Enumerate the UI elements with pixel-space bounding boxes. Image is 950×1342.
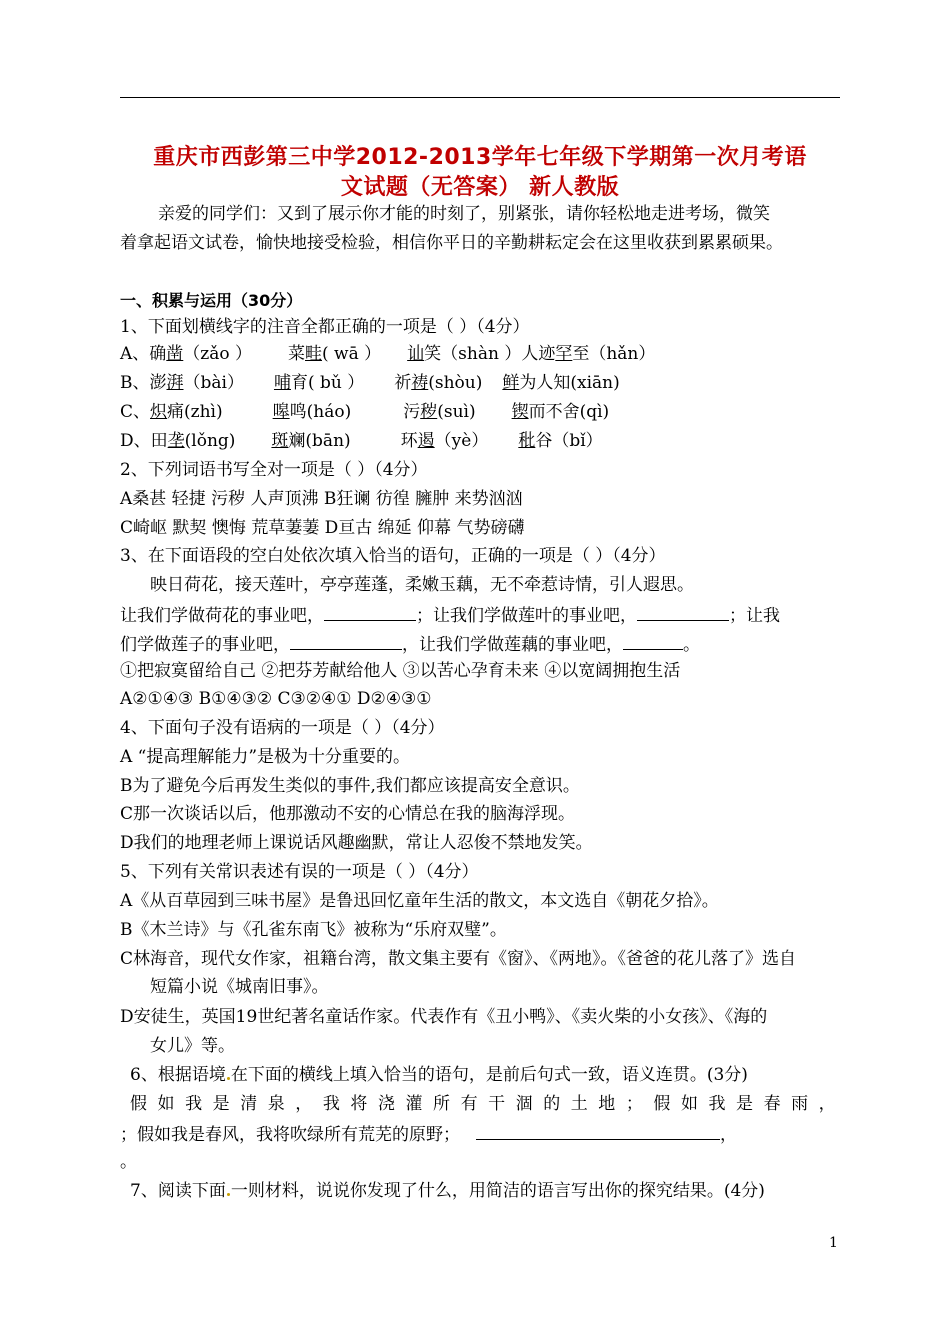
char: ； [625,1094,643,1114]
char: 清 [240,1094,258,1114]
text: （bài） [183,373,244,393]
char: 干 [488,1094,506,1114]
char: ， [818,1094,836,1114]
underlined-char: 遏 [417,431,435,451]
q3-options: ①把寂寞留给自己 ②把芬芳献给他人 ③以苦心孕育未来 ④以宽阔拥抱生活 [120,661,681,681]
q3-stem: 3、在下面语段的空白处依次填入恰当的语句，正确的一项是（ ）（4分） [120,546,666,566]
text: （zǎo ） [183,344,253,364]
q6-line-1 [130,1093,836,1115]
page-title: 重庆市西彭第三中学2012-2013学年七年级下学期第一次月考语 [153,145,807,170]
text: 至（hǎn） [572,344,656,364]
text: 环 [400,431,418,451]
char: 如 [157,1094,175,1114]
q3-answers: A②①④③ B①④③② C③②④① D②④③① [120,689,432,709]
text: 鸣(háo) [289,402,352,422]
q4-option-d: D我们的地理老师上课说话风趣幽默，常让人忍俊不禁地发笑。 [120,833,593,853]
char: ， [295,1094,313,1114]
text: (shòu) [428,373,483,393]
text: 们学做莲子的事业吧， [120,635,290,655]
char: 我 [708,1094,726,1114]
text: 而不舍(qì) [528,402,610,422]
underlined-char: 嗥 [272,402,290,422]
char: 我 [185,1094,203,1114]
char: 是 [736,1094,754,1114]
text: 祈 [394,373,412,393]
underlined-char: 哺 [273,373,291,393]
q1-option-b [120,372,620,394]
q3-passage-3 [120,632,700,656]
text: ；让我们学做莲叶的事业吧， [416,606,637,626]
q5-option-a: A《从百草园到三味书屋》是鲁迅回忆童年生活的散文，本文选自《朝花夕拾》。 [120,891,719,911]
answer-blank[interactable] [637,603,729,621]
page-title-continued: 文试题（无答案） 新人教版 [340,175,620,200]
q1-option-a [120,343,655,365]
q5-option-d: D安徒生，英国19世纪著名童话作家。代表作有《丑小鸭》、《卖火柴的小女孩》、《海的 [120,1007,768,1027]
q4-option-a: A “提高理解能力”是极为十分重要的。 [120,747,411,767]
text: 让我们学做荷花的事业吧， [120,606,324,626]
char: 春 [763,1094,781,1114]
underlined-char: 祷 [411,373,429,393]
q4-option-c: C那一次谈话以后，他那激动不安的心情总在我的脑海浮现。 [120,804,576,824]
text: ；让我 [729,606,780,626]
text: B、澎 [120,373,167,393]
text: 一则材料，说说你发现了什么，用简洁的语言写出你的探究结果。(4分) [230,1181,765,1201]
char: 土 [570,1094,588,1114]
underlined-char: 讪 [407,344,425,364]
q2-stem: 2、下列词语书写全对一项是（ ）（4分） [120,460,428,480]
q6-line-2 [120,1122,737,1146]
q6-line-3: 。 [120,1152,137,1172]
q5-option-d-continued: 女儿》等。 [150,1036,235,1056]
mark-dot [227,1193,230,1196]
underlined-char: 凿 [166,344,184,364]
q1-stem: 1、下面划横线字的注音全都正确的一项是（ ）（4分） [120,317,530,337]
answer-blank[interactable] [324,603,416,621]
text: A、确 [120,344,167,364]
q6-stem [130,1064,748,1086]
q5-option-c-continued: 短篇小说《城南旧事》。 [150,977,329,997]
q7-stem [130,1180,765,1202]
char: 地 [598,1094,616,1114]
q3-passage-2 [120,603,780,627]
text: 谷（bǐ） [535,431,603,451]
answer-blank[interactable] [476,1122,720,1140]
underlined-char: 罕 [555,344,573,364]
text: 为人知(xiān) [519,373,620,393]
text: ；假如我是春风，我将吹绿所有荒芜的原野； [120,1125,460,1145]
underlined-char: 秕 [518,431,536,451]
answer-blank[interactable] [290,632,402,650]
intro-line-2: 着拿起语文试卷，愉快地接受检验，相信你平日的辛勤耕耘定会在这里收获到累累硕果。 [120,233,783,253]
char: 浇 [377,1094,395,1114]
q5-option-b: B《木兰诗》与《孔雀东南飞》被称为“乐府双璧”。 [120,920,507,940]
mark-dot [227,1077,230,1080]
intro-line-1: 亲爱的同学们：又到了展示你才能的时刻了，别紧张，请你轻松地走进考场，微笑 [158,204,770,224]
text: 污 [403,402,421,422]
text: (lǒng) [184,431,236,451]
section-heading: 一、积累与运用（30分） [120,291,303,310]
q2-options-cd: C崎岖 默契 懊悔 荒草萋萋 D亘古 绵延 仰幕 气势磅礴 [120,518,525,538]
q5-stem: 5、下列有关常识表述有误的一项是（ ）（4分） [120,862,479,882]
text: ，让我们学做莲藕的事业吧， [402,635,623,655]
char: 有 [460,1094,478,1114]
text: (suì) [437,402,476,422]
answer-blank[interactable] [623,632,683,650]
underlined-char: 秽 [420,402,438,422]
text: 笑（shàn ）人迹 [424,344,556,364]
q1-option-c [120,401,609,423]
text: ， [720,1125,737,1145]
underlined-char: 斑 [271,431,289,451]
text: 6、根据语境 [130,1065,226,1085]
char: 涸 [515,1094,533,1114]
q3-passage-1: 映日荷花，接天莲叶，亭亭莲蓬，柔嫩玉藕，无不牵惹诗情，引人遐思。 [150,575,694,595]
char: 将 [350,1094,368,1114]
char: 雨 [791,1094,809,1114]
char: 所 [433,1094,451,1114]
text: C、 [120,402,151,422]
text: 斓(bān) [288,431,351,451]
char: 假 [653,1094,671,1114]
text: D、田 [120,431,168,451]
text: 在下面的横线上填入恰当的语句，是前后句式一致，语义连贯。(3分) [230,1065,748,1085]
text: ( wā ） [322,344,382,364]
underlined-char: 锲 [511,402,529,422]
underlined-char: 垄 [167,431,185,451]
q2-options-ab: A桑甚 轻捷 污秽 人声顶沸 B狂谰 彷徨 臃肿 来势汹汹 [120,489,523,509]
underlined-char: 炽 [150,402,168,422]
text: 育( bǔ ） [290,373,365,393]
text: 痛(zhì) [167,402,223,422]
underlined-char: 鲜 [502,373,520,393]
header-rule [120,97,840,98]
char: 是 [212,1094,230,1114]
q4-option-b: B为了避免今后再发生类似的事件,我们都应该提高安全意识。 [120,776,580,796]
char: 假 [130,1094,147,1114]
char: 如 [680,1094,698,1114]
q4-stem: 4、下面句子没有语病的一项是（ ）（4分） [120,718,445,738]
page-number: 1 [829,1235,838,1251]
q1-option-d [120,430,603,452]
char: 的 [543,1094,561,1114]
text: （yè） [434,431,489,451]
char: 泉 [267,1094,285,1114]
q5-option-c: C林海音，现代女作家，祖籍台湾，散文集主要有《窗》、《两地》。《爸爸的花儿落了》选自 [120,949,797,969]
text: 菜 [288,344,306,364]
underlined-char: 畦 [305,344,323,364]
underlined-char: 湃 [166,373,184,393]
text: 7、阅读下面 [130,1181,226,1201]
char: 灌 [405,1094,423,1114]
text: 。 [683,635,700,655]
char: 我 [322,1094,340,1114]
